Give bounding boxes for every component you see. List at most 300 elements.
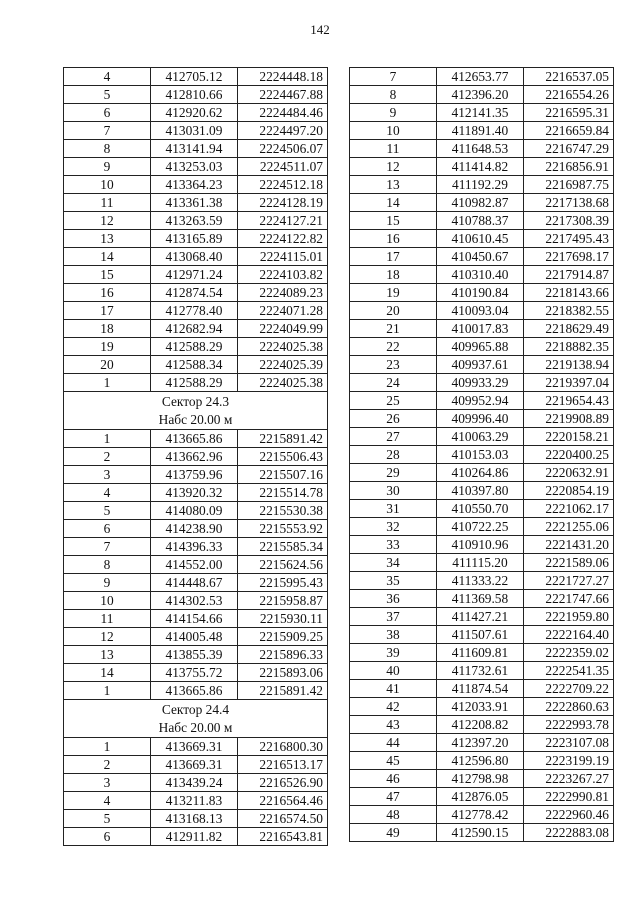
table-row xyxy=(350,770,614,788)
x-coordinate: 412971.24 xyxy=(151,266,238,284)
x-coordinate: 411333.22 xyxy=(437,572,524,590)
y-coordinate: 2218382.55 xyxy=(524,302,614,320)
table-row xyxy=(350,680,614,698)
table-row xyxy=(64,356,328,374)
point-number: 12 xyxy=(64,212,151,230)
point-number: 22 xyxy=(350,338,437,356)
x-coordinate: 412397.20 xyxy=(437,734,524,752)
y-coordinate: 2222709.22 xyxy=(524,680,614,698)
x-coordinate: 412588.29 xyxy=(151,338,238,356)
table-row xyxy=(64,338,328,356)
point-number: 31 xyxy=(350,500,437,518)
table-row xyxy=(64,592,328,610)
point-number: 45 xyxy=(350,752,437,770)
point-number: 1 xyxy=(64,430,151,448)
x-coordinate: 409965.88 xyxy=(437,338,524,356)
point-number: 15 xyxy=(64,266,151,284)
x-coordinate: 412798.98 xyxy=(437,770,524,788)
y-coordinate: 2217495.43 xyxy=(524,230,614,248)
x-coordinate: 411648.53 xyxy=(437,140,524,158)
y-coordinate: 2216856.91 xyxy=(524,158,614,176)
point-number: 20 xyxy=(64,356,151,374)
point-number: 5 xyxy=(64,810,151,828)
y-coordinate: 2216747.29 xyxy=(524,140,614,158)
y-coordinate: 2220854.19 xyxy=(524,482,614,500)
x-coordinate: 412876.05 xyxy=(437,788,524,806)
point-number: 7 xyxy=(64,538,151,556)
table-row xyxy=(350,572,614,590)
point-number: 39 xyxy=(350,644,437,662)
y-coordinate: 2220158.21 xyxy=(524,428,614,446)
y-coordinate: 2218629.49 xyxy=(524,320,614,338)
table-row xyxy=(350,284,614,302)
point-number: 34 xyxy=(350,554,437,572)
table-row xyxy=(64,374,328,392)
table-row xyxy=(350,734,614,752)
table-row xyxy=(350,788,614,806)
point-number: 2 xyxy=(64,756,151,774)
table-row xyxy=(64,664,328,682)
y-coordinate: 2216800.30 xyxy=(238,738,328,756)
y-coordinate: 2215891.42 xyxy=(238,430,328,448)
table-row xyxy=(350,392,614,410)
table-row xyxy=(350,338,614,356)
point-number: 17 xyxy=(64,302,151,320)
x-coordinate: 410017.83 xyxy=(437,320,524,338)
table-row xyxy=(350,608,614,626)
point-number: 21 xyxy=(350,320,437,338)
table-row xyxy=(64,466,328,484)
point-number: 38 xyxy=(350,626,437,644)
point-number: 44 xyxy=(350,734,437,752)
table-row xyxy=(350,86,614,104)
y-coordinate: 2219397.04 xyxy=(524,374,614,392)
x-coordinate: 413669.31 xyxy=(151,756,238,774)
x-coordinate: 412653.77 xyxy=(437,68,524,86)
y-coordinate: 2221727.27 xyxy=(524,572,614,590)
table-row xyxy=(64,86,328,104)
table-row xyxy=(350,302,614,320)
y-coordinate: 2218143.66 xyxy=(524,284,614,302)
point-number: 43 xyxy=(350,716,437,734)
point-number: 16 xyxy=(350,230,437,248)
x-coordinate: 410450.67 xyxy=(437,248,524,266)
x-coordinate: 410982.87 xyxy=(437,194,524,212)
x-coordinate: 413665.86 xyxy=(151,682,238,700)
x-coordinate: 411115.20 xyxy=(437,554,524,572)
y-coordinate: 2215893.06 xyxy=(238,664,328,682)
x-coordinate: 410093.04 xyxy=(437,302,524,320)
y-coordinate: 2224512.18 xyxy=(238,176,328,194)
y-coordinate: 2224484.46 xyxy=(238,104,328,122)
table-row xyxy=(350,806,614,824)
point-number: 26 xyxy=(350,410,437,428)
section-header-row xyxy=(64,392,328,430)
point-number: 12 xyxy=(64,628,151,646)
x-coordinate: 414154.66 xyxy=(151,610,238,628)
y-coordinate: 2220632.91 xyxy=(524,464,614,482)
point-number: 13 xyxy=(350,176,437,194)
x-coordinate: 410722.25 xyxy=(437,518,524,536)
x-coordinate: 413364.23 xyxy=(151,176,238,194)
point-number: 10 xyxy=(64,592,151,610)
table-row xyxy=(64,646,328,664)
x-coordinate: 413669.31 xyxy=(151,738,238,756)
point-number: 5 xyxy=(64,502,151,520)
y-coordinate: 2222359.02 xyxy=(524,644,614,662)
point-number: 3 xyxy=(64,466,151,484)
point-number: 3 xyxy=(64,774,151,792)
point-number: 1 xyxy=(64,374,151,392)
point-number: 13 xyxy=(64,230,151,248)
x-coordinate: 411732.61 xyxy=(437,662,524,680)
table-row xyxy=(350,248,614,266)
x-coordinate: 413068.40 xyxy=(151,248,238,266)
table-row xyxy=(64,484,328,502)
x-coordinate: 411891.40 xyxy=(437,122,524,140)
x-coordinate: 410190.84 xyxy=(437,284,524,302)
point-number: 33 xyxy=(350,536,437,554)
point-number: 14 xyxy=(350,194,437,212)
y-coordinate: 2216987.75 xyxy=(524,176,614,194)
table-row xyxy=(350,428,614,446)
y-coordinate: 2222860.63 xyxy=(524,698,614,716)
table-row xyxy=(64,828,328,846)
table-row xyxy=(64,538,328,556)
point-number: 1 xyxy=(64,682,151,700)
x-coordinate: 411414.82 xyxy=(437,158,524,176)
point-number: 11 xyxy=(350,140,437,158)
y-coordinate: 2223267.27 xyxy=(524,770,614,788)
x-coordinate: 412596.80 xyxy=(437,752,524,770)
y-coordinate: 2215506.43 xyxy=(238,448,328,466)
y-coordinate: 2222960.46 xyxy=(524,806,614,824)
x-coordinate: 413165.89 xyxy=(151,230,238,248)
table-row xyxy=(350,140,614,158)
table-row xyxy=(64,266,328,284)
y-coordinate: 2216659.84 xyxy=(524,122,614,140)
x-coordinate: 414552.00 xyxy=(151,556,238,574)
point-number: 11 xyxy=(64,610,151,628)
point-number: 25 xyxy=(350,392,437,410)
x-coordinate: 412208.82 xyxy=(437,716,524,734)
x-coordinate: 412141.35 xyxy=(437,104,524,122)
table-row xyxy=(350,68,614,86)
point-number: 28 xyxy=(350,446,437,464)
point-number: 14 xyxy=(64,664,151,682)
y-coordinate: 2215896.33 xyxy=(238,646,328,664)
y-coordinate: 2224127.21 xyxy=(238,212,328,230)
point-number: 14 xyxy=(64,248,151,266)
x-coordinate: 410788.37 xyxy=(437,212,524,230)
point-number: 11 xyxy=(64,194,151,212)
y-coordinate: 2222993.78 xyxy=(524,716,614,734)
section-header xyxy=(64,392,328,430)
y-coordinate: 2221589.06 xyxy=(524,554,614,572)
y-coordinate: 2224122.82 xyxy=(238,230,328,248)
x-coordinate: 410610.45 xyxy=(437,230,524,248)
x-coordinate: 413855.39 xyxy=(151,646,238,664)
x-coordinate: 412911.82 xyxy=(151,828,238,846)
table-row xyxy=(64,574,328,592)
table-row xyxy=(64,104,328,122)
y-coordinate: 2216513.17 xyxy=(238,756,328,774)
y-coordinate: 2224506.07 xyxy=(238,140,328,158)
table-row xyxy=(64,176,328,194)
y-coordinate: 2217138.68 xyxy=(524,194,614,212)
y-coordinate: 2224497.20 xyxy=(238,122,328,140)
point-number: 6 xyxy=(64,828,151,846)
point-number: 7 xyxy=(350,68,437,86)
y-coordinate: 2224025.39 xyxy=(238,356,328,374)
y-coordinate: 2224025.38 xyxy=(238,374,328,392)
y-coordinate: 2215995.43 xyxy=(238,574,328,592)
y-coordinate: 2224115.01 xyxy=(238,248,328,266)
y-coordinate: 2217308.39 xyxy=(524,212,614,230)
table-row xyxy=(350,824,614,842)
x-coordinate: 413253.03 xyxy=(151,158,238,176)
table-row xyxy=(350,518,614,536)
point-number: 6 xyxy=(64,520,151,538)
point-number: 46 xyxy=(350,770,437,788)
y-coordinate: 2219138.94 xyxy=(524,356,614,374)
x-coordinate: 414080.09 xyxy=(151,502,238,520)
x-coordinate: 410063.29 xyxy=(437,428,524,446)
point-number: 7 xyxy=(64,122,151,140)
table-row xyxy=(64,610,328,628)
y-coordinate: 2215507.16 xyxy=(238,466,328,484)
y-coordinate: 2221747.66 xyxy=(524,590,614,608)
x-coordinate: 413031.09 xyxy=(151,122,238,140)
x-coordinate: 413211.83 xyxy=(151,792,238,810)
y-coordinate: 2215585.34 xyxy=(238,538,328,556)
table-row xyxy=(64,122,328,140)
table-row xyxy=(64,320,328,338)
section-height: Набс 20.00 м xyxy=(158,412,233,427)
y-coordinate: 2215958.87 xyxy=(238,592,328,610)
x-coordinate: 414005.48 xyxy=(151,628,238,646)
y-coordinate: 2222164.40 xyxy=(524,626,614,644)
x-coordinate: 412705.12 xyxy=(151,68,238,86)
y-coordinate: 2219654.43 xyxy=(524,392,614,410)
y-coordinate: 2216574.50 xyxy=(238,810,328,828)
point-number: 15 xyxy=(350,212,437,230)
section-title: Сектор 24.4 xyxy=(161,702,230,717)
point-number: 30 xyxy=(350,482,437,500)
x-coordinate: 409937.61 xyxy=(437,356,524,374)
x-coordinate: 410310.40 xyxy=(437,266,524,284)
table-row xyxy=(350,446,614,464)
x-coordinate: 414448.67 xyxy=(151,574,238,592)
point-number: 40 xyxy=(350,662,437,680)
x-coordinate: 411369.58 xyxy=(437,590,524,608)
table-row xyxy=(350,374,614,392)
x-coordinate: 410153.03 xyxy=(437,446,524,464)
point-number: 47 xyxy=(350,788,437,806)
x-coordinate: 411874.54 xyxy=(437,680,524,698)
x-coordinate: 414396.33 xyxy=(151,538,238,556)
y-coordinate: 2220400.25 xyxy=(524,446,614,464)
x-coordinate: 413662.96 xyxy=(151,448,238,466)
x-coordinate: 412396.20 xyxy=(437,86,524,104)
x-coordinate: 412810.66 xyxy=(151,86,238,104)
table-row xyxy=(64,738,328,756)
table-row xyxy=(350,626,614,644)
point-number: 37 xyxy=(350,608,437,626)
x-coordinate: 412590.15 xyxy=(437,824,524,842)
y-coordinate: 2216595.31 xyxy=(524,104,614,122)
point-number: 9 xyxy=(350,104,437,122)
coordinates-table-right-body xyxy=(350,68,614,842)
table-row xyxy=(350,464,614,482)
x-coordinate: 412778.40 xyxy=(151,302,238,320)
x-coordinate: 410910.96 xyxy=(437,536,524,554)
x-coordinate: 412778.42 xyxy=(437,806,524,824)
table-row xyxy=(64,140,328,158)
point-number: 41 xyxy=(350,680,437,698)
y-coordinate: 2215514.78 xyxy=(238,484,328,502)
point-number: 5 xyxy=(64,86,151,104)
y-coordinate: 2224511.07 xyxy=(238,158,328,176)
point-number: 8 xyxy=(64,556,151,574)
y-coordinate: 2215530.38 xyxy=(238,502,328,520)
point-number: 29 xyxy=(350,464,437,482)
point-number: 2 xyxy=(64,448,151,466)
point-number: 23 xyxy=(350,356,437,374)
x-coordinate: 413755.72 xyxy=(151,664,238,682)
y-coordinate: 2217698.17 xyxy=(524,248,614,266)
table-row xyxy=(350,590,614,608)
table-row xyxy=(350,194,614,212)
table-row xyxy=(350,122,614,140)
x-coordinate: 414302.53 xyxy=(151,592,238,610)
table-row xyxy=(350,158,614,176)
x-coordinate: 409996.40 xyxy=(437,410,524,428)
table-row xyxy=(350,212,614,230)
y-coordinate: 2215909.25 xyxy=(238,628,328,646)
table-row xyxy=(64,230,328,248)
y-coordinate: 2215891.42 xyxy=(238,682,328,700)
x-coordinate: 413361.38 xyxy=(151,194,238,212)
table-row xyxy=(350,500,614,518)
x-coordinate: 412682.94 xyxy=(151,320,238,338)
point-number: 8 xyxy=(64,140,151,158)
x-coordinate: 413168.13 xyxy=(151,810,238,828)
point-number: 4 xyxy=(64,68,151,86)
x-coordinate: 412588.29 xyxy=(151,374,238,392)
x-coordinate: 411609.81 xyxy=(437,644,524,662)
point-number: 16 xyxy=(64,284,151,302)
section-height: Набс 20.00 м xyxy=(158,720,233,735)
x-coordinate: 411507.61 xyxy=(437,626,524,644)
x-coordinate: 410264.86 xyxy=(437,464,524,482)
x-coordinate: 413439.24 xyxy=(151,774,238,792)
y-coordinate: 2216543.81 xyxy=(238,828,328,846)
x-coordinate: 413263.59 xyxy=(151,212,238,230)
x-coordinate: 409933.29 xyxy=(437,374,524,392)
table-row xyxy=(64,682,328,700)
x-coordinate: 412920.62 xyxy=(151,104,238,122)
table-row xyxy=(350,698,614,716)
table-row xyxy=(64,248,328,266)
table-row xyxy=(350,356,614,374)
point-number: 19 xyxy=(64,338,151,356)
table-row xyxy=(64,448,328,466)
y-coordinate: 2216554.26 xyxy=(524,86,614,104)
table-row xyxy=(64,628,328,646)
point-number: 48 xyxy=(350,806,437,824)
x-coordinate: 410397.80 xyxy=(437,482,524,500)
table-row xyxy=(64,502,328,520)
point-number: 36 xyxy=(350,590,437,608)
table-row xyxy=(64,302,328,320)
y-coordinate: 2221062.17 xyxy=(524,500,614,518)
y-coordinate: 2224103.82 xyxy=(238,266,328,284)
y-coordinate: 2222541.35 xyxy=(524,662,614,680)
table-row xyxy=(350,554,614,572)
y-coordinate: 2224128.19 xyxy=(238,194,328,212)
x-coordinate: 414238.90 xyxy=(151,520,238,538)
coordinates-table-right xyxy=(349,67,614,842)
y-coordinate: 2216537.05 xyxy=(524,68,614,86)
x-coordinate: 411427.21 xyxy=(437,608,524,626)
point-number: 12 xyxy=(350,158,437,176)
y-coordinate: 2224089.23 xyxy=(238,284,328,302)
x-coordinate: 413141.94 xyxy=(151,140,238,158)
table-row xyxy=(64,756,328,774)
table-row xyxy=(350,716,614,734)
point-number: 4 xyxy=(64,484,151,502)
y-coordinate: 2216526.90 xyxy=(238,774,328,792)
point-number: 49 xyxy=(350,824,437,842)
table-row xyxy=(64,810,328,828)
x-coordinate: 411192.29 xyxy=(437,176,524,194)
y-coordinate: 2223199.19 xyxy=(524,752,614,770)
table-row xyxy=(350,752,614,770)
y-coordinate: 2217914.87 xyxy=(524,266,614,284)
section-header-row xyxy=(64,700,328,738)
y-coordinate: 2224448.18 xyxy=(238,68,328,86)
point-number: 13 xyxy=(64,646,151,664)
point-number: 6 xyxy=(64,104,151,122)
point-number: 17 xyxy=(350,248,437,266)
point-number: 9 xyxy=(64,574,151,592)
table-row xyxy=(350,104,614,122)
y-coordinate: 2219908.89 xyxy=(524,410,614,428)
point-number: 19 xyxy=(350,284,437,302)
table-row xyxy=(64,68,328,86)
y-coordinate: 2222883.08 xyxy=(524,824,614,842)
y-coordinate: 2221959.80 xyxy=(524,608,614,626)
point-number: 24 xyxy=(350,374,437,392)
y-coordinate: 2224071.28 xyxy=(238,302,328,320)
table-row xyxy=(64,556,328,574)
y-coordinate: 2218882.35 xyxy=(524,338,614,356)
y-coordinate: 2223107.08 xyxy=(524,734,614,752)
x-coordinate: 409952.94 xyxy=(437,392,524,410)
point-number: 9 xyxy=(64,158,151,176)
section-title: Сектор 24.3 xyxy=(161,394,230,409)
point-number: 42 xyxy=(350,698,437,716)
table-row xyxy=(64,158,328,176)
coordinates-table-left-body xyxy=(64,68,328,846)
y-coordinate: 2224467.88 xyxy=(238,86,328,104)
point-number: 8 xyxy=(350,86,437,104)
table-row xyxy=(350,644,614,662)
point-number: 18 xyxy=(350,266,437,284)
y-coordinate: 2224049.99 xyxy=(238,320,328,338)
x-coordinate: 412874.54 xyxy=(151,284,238,302)
